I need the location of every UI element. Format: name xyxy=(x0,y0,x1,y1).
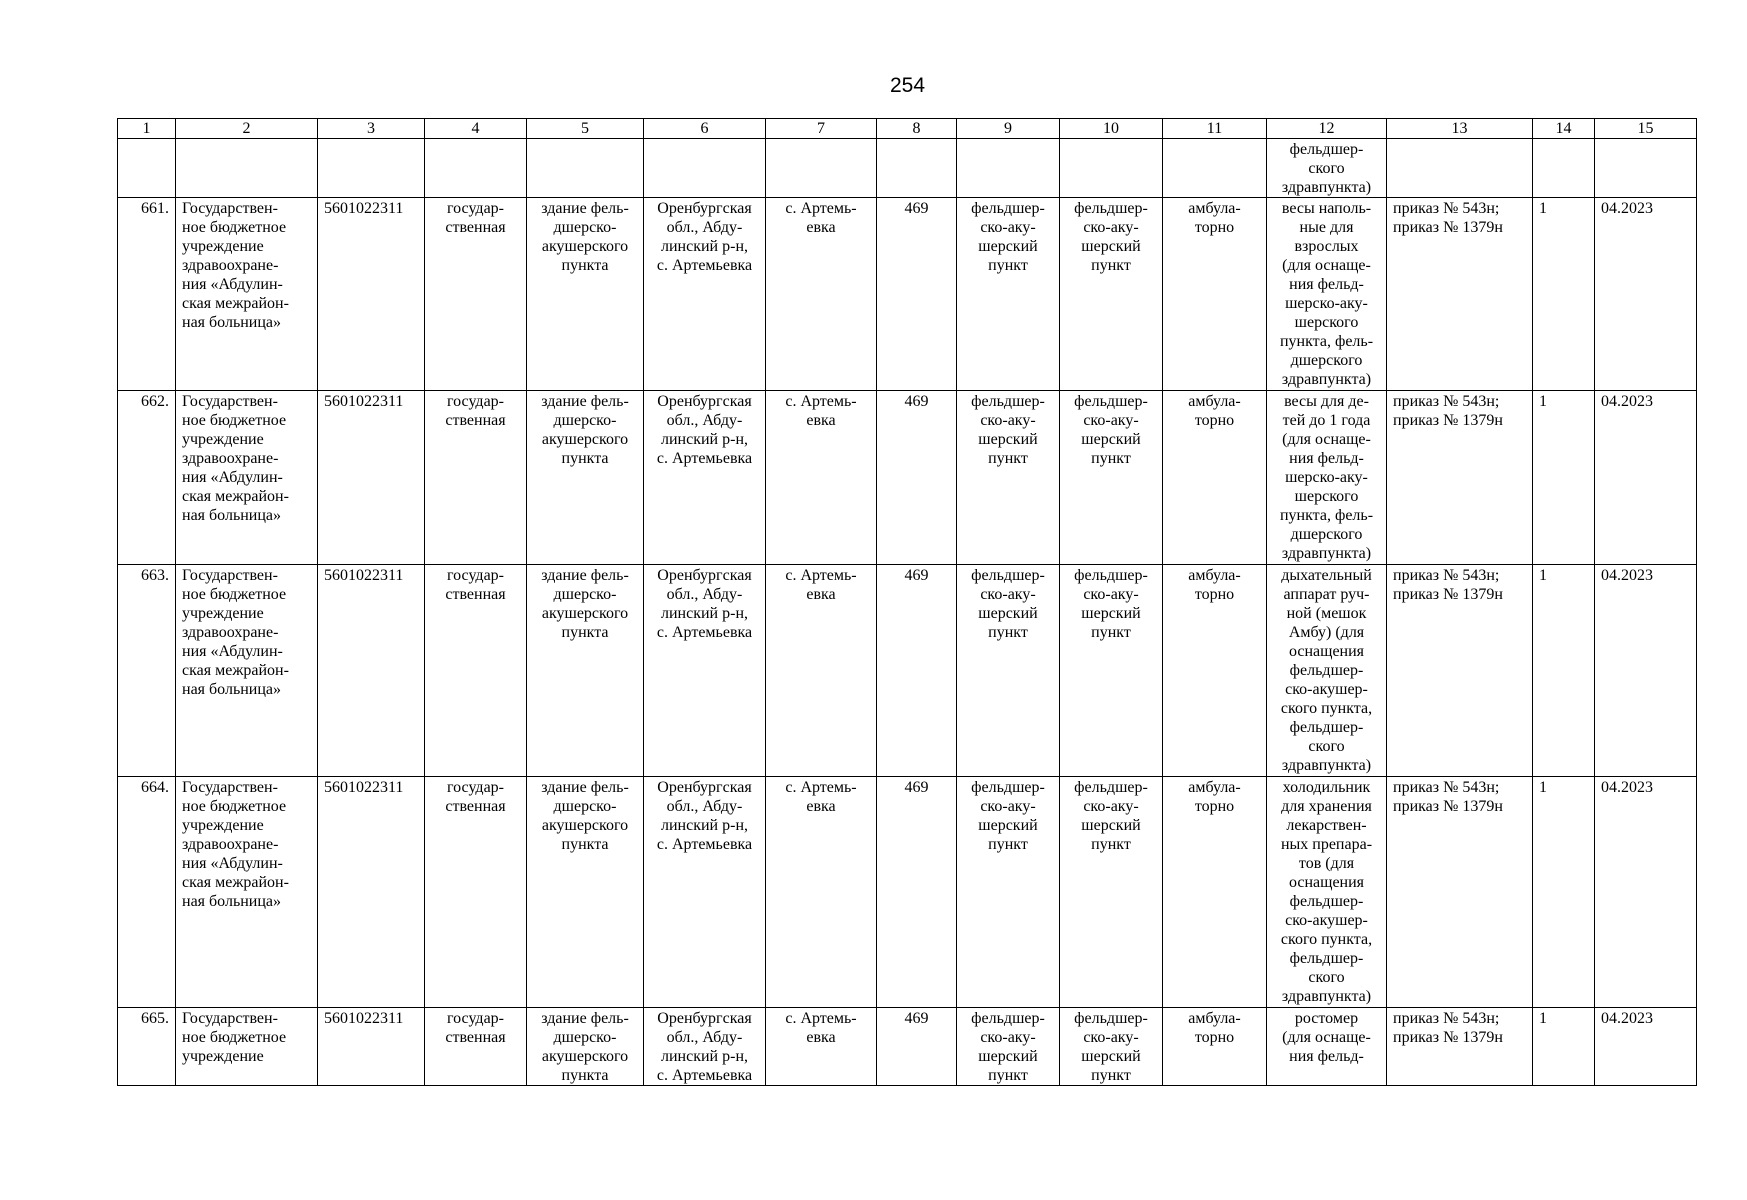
table-row xyxy=(118,777,1697,1008)
building-cell: здание фель- дшерско- акушерского пункта xyxy=(527,1008,644,1086)
facility-equipment-table xyxy=(117,118,1697,1086)
code-cell: 469 xyxy=(877,777,957,1008)
date-cell: 04.2023 xyxy=(1595,565,1697,777)
organization-cell: Государствен- ное бюджетное учреждение здравоохране- ния «Абдулин- ская межрайон- ная больница» xyxy=(176,198,318,391)
row-number-cell: 664. xyxy=(118,777,176,1008)
ownership-cell: государ- ственная xyxy=(425,198,527,391)
orders-cell: приказ № 543н; приказ № 1379н xyxy=(1387,391,1533,565)
settlement-cell: с. Артемь- евка xyxy=(766,1008,877,1086)
quantity-cell: 1 xyxy=(1533,198,1595,391)
column-number-row xyxy=(118,119,1697,139)
date-cell: 04.2023 xyxy=(1595,1008,1697,1086)
inn-cell: 5601022311 xyxy=(318,391,425,565)
equipment-cell: холодильник для хранения лекарствен- ных препара- тов (для оснащения фельдшер- ско-акушер- ского пункта, фельдшер- ского здравпункта) xyxy=(1267,777,1387,1008)
ownership-cell: государ- ственная xyxy=(425,391,527,565)
unit-name-cell: фельдшер- ско-аку- шерский пункт xyxy=(1060,565,1163,777)
code-cell: 469 xyxy=(877,1008,957,1086)
condition-cell: амбула- торно xyxy=(1163,391,1267,565)
row-number-cell: 665. xyxy=(118,1008,176,1086)
code-cell: 469 xyxy=(877,565,957,777)
quantity-cell: 1 xyxy=(1533,391,1595,565)
building-cell: здание фель- дшерско- акушерского пункта xyxy=(527,391,644,565)
column-header: 14 xyxy=(1533,119,1595,139)
orders-cell: приказ № 543н; приказ № 1379н xyxy=(1387,1008,1533,1086)
column-header: 4 xyxy=(425,119,527,139)
building-cell: здание фель- дшерско- акушерского пункта xyxy=(527,198,644,391)
inn-cell: 5601022311 xyxy=(318,198,425,391)
row-number-cell: 661. xyxy=(118,198,176,391)
quantity-cell: 1 xyxy=(1533,565,1595,777)
quantity-cell: 1 xyxy=(1533,1008,1595,1086)
equipment-cell: дыхательный аппарат руч- ной (мешок Амбу) (для оснащения фельдшер- ско-акушер- ского пункта, фельдшер- ского здравпункта) xyxy=(1267,565,1387,777)
table-row xyxy=(118,391,1697,565)
unit-name-cell: фельдшер- ско-аку- шерский пункт xyxy=(1060,198,1163,391)
unit-name-cell: фельдшер- ско-аку- шерский пункт xyxy=(1060,391,1163,565)
column-header: 2 xyxy=(176,119,318,139)
unit-type-cell: фельдшер- ско-аку- шерский пункт xyxy=(957,391,1060,565)
unit-type-cell: фельдшер- ско-аку- шерский пункт xyxy=(957,198,1060,391)
address-cell: Оренбургская обл., Абду- линский р-н, с. Артемьевка xyxy=(644,1008,766,1086)
orders-cell: приказ № 543н; приказ № 1379н xyxy=(1387,565,1533,777)
unit-type-cell: фельдшер- ско-аку- шерский пункт xyxy=(957,777,1060,1008)
continuation-row xyxy=(118,139,1697,198)
column-header: 5 xyxy=(527,119,644,139)
building-cell: здание фель- дшерско- акушерского пункта xyxy=(527,565,644,777)
date-cell: 04.2023 xyxy=(1595,391,1697,565)
settlement-cell: с. Артемь- евка xyxy=(766,391,877,565)
settlement-cell: с. Артемь- евка xyxy=(766,198,877,391)
unit-type-cell: фельдшер- ско-аку- шерский пункт xyxy=(957,1008,1060,1086)
column-header: 10 xyxy=(1060,119,1163,139)
organization-cell: Государствен- ное бюджетное учреждение здравоохране- ния «Абдулин- ская межрайон- ная больница» xyxy=(176,777,318,1008)
table-row xyxy=(118,1008,1697,1086)
organization-cell: Государствен- ное бюджетное учреждение здравоохране- ния «Абдулин- ская межрайон- ная больница» xyxy=(176,565,318,777)
condition-cell: амбула- торно xyxy=(1163,1008,1267,1086)
ownership-cell: государ- ственная xyxy=(425,777,527,1008)
address-cell: Оренбургская обл., Абду- линский р-н, с. Артемьевка xyxy=(644,565,766,777)
ownership-cell: государ- ственная xyxy=(425,1008,527,1086)
unit-name-cell: фельдшер- ско-аку- шерский пункт xyxy=(1060,777,1163,1008)
quantity-cell: 1 xyxy=(1533,777,1595,1008)
condition-cell: амбула- торно xyxy=(1163,198,1267,391)
column-header: 12 xyxy=(1267,119,1387,139)
building-cell: здание фель- дшерско- акушерского пункта xyxy=(527,777,644,1008)
condition-cell: амбула- торно xyxy=(1163,565,1267,777)
settlement-cell: с. Артемь- евка xyxy=(766,777,877,1008)
code-cell: 469 xyxy=(877,391,957,565)
unit-name-cell: фельдшер- ско-аку- шерский пункт xyxy=(1060,1008,1163,1086)
table-row xyxy=(118,198,1697,391)
table-row xyxy=(118,565,1697,777)
column-header: 11 xyxy=(1163,119,1267,139)
organization-cell: Государствен- ное бюджетное учреждение xyxy=(176,1008,318,1086)
date-cell: 04.2023 xyxy=(1595,777,1697,1008)
orders-cell: приказ № 543н; приказ № 1379н xyxy=(1387,777,1533,1008)
row-number-cell: 663. xyxy=(118,565,176,777)
row-number-cell: 662. xyxy=(118,391,176,565)
equipment-cell: весы для де- тей до 1 года (для оснаще- ния фельд- шерско-аку- шерского пункта, фель- дшерского здравпункта) xyxy=(1267,391,1387,565)
address-cell: Оренбургская обл., Абду- линский р-н, с. Артемьевка xyxy=(644,777,766,1008)
address-cell: Оренбургская обл., Абду- линский р-н, с. Артемьевка xyxy=(644,198,766,391)
column-header: 7 xyxy=(766,119,877,139)
settlement-cell: с. Артемь- евка xyxy=(766,565,877,777)
column-header: 3 xyxy=(318,119,425,139)
orders-cell: приказ № 543н; приказ № 1379н xyxy=(1387,198,1533,391)
equipment-cell: весы наполь- ные для взрослых (для оснаще- ния фельд- шерско-аку- шерского пункта, фель- дшерского здравпункта) xyxy=(1267,198,1387,391)
unit-type-cell: фельдшер- ско-аку- шерский пункт xyxy=(957,565,1060,777)
date-cell: 04.2023 xyxy=(1595,198,1697,391)
column-header: 6 xyxy=(644,119,766,139)
ownership-cell: государ- ственная xyxy=(425,565,527,777)
condition-cell: амбула- торно xyxy=(1163,777,1267,1008)
column-header: 15 xyxy=(1595,119,1697,139)
inn-cell: 5601022311 xyxy=(318,565,425,777)
column-header: 9 xyxy=(957,119,1060,139)
column-header: 1 xyxy=(118,119,176,139)
page-number: 254 xyxy=(889,74,926,97)
organization-cell: Государствен- ное бюджетное учреждение здравоохране- ния «Абдулин- ская межрайон- ная больница» xyxy=(176,391,318,565)
equipment-cell: ростомер (для оснаще- ния фельд- xyxy=(1267,1008,1387,1086)
column-header: 13 xyxy=(1387,119,1533,139)
column-header: 8 xyxy=(877,119,957,139)
equipment-cell: фельдшер- ского здравпункта) xyxy=(1267,139,1387,198)
inn-cell: 5601022311 xyxy=(318,777,425,1008)
inn-cell: 5601022311 xyxy=(318,1008,425,1086)
address-cell: Оренбургская обл., Абду- линский р-н, с. Артемьевка xyxy=(644,391,766,565)
code-cell: 469 xyxy=(877,198,957,391)
